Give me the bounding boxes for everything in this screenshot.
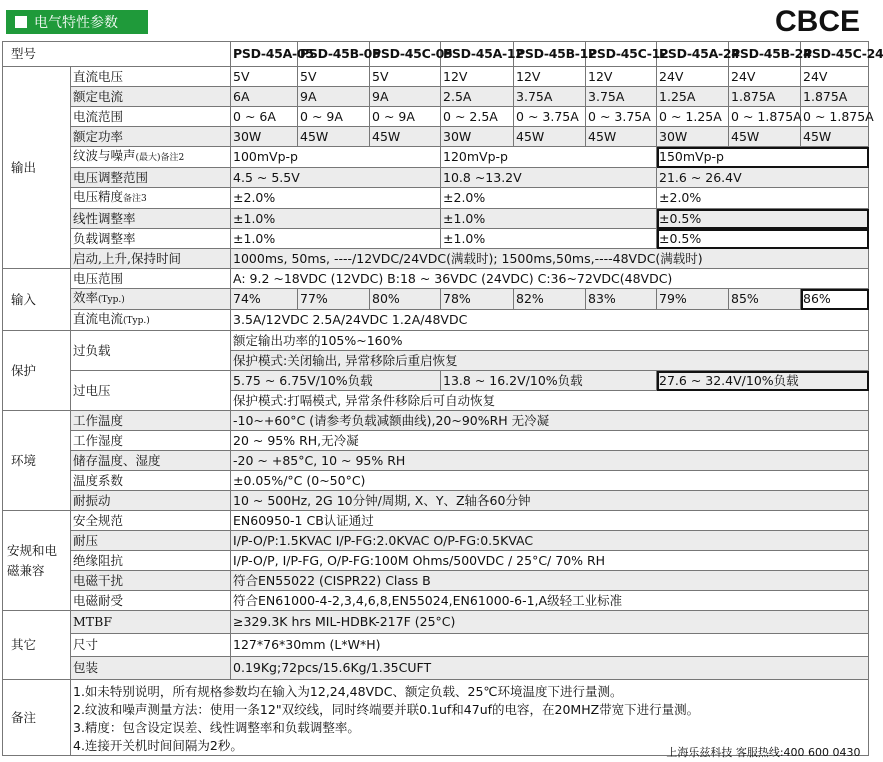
cell: 45W [586,127,657,147]
cell: 78% [441,289,514,310]
cell: 保护模式:打嗝模式, 异常条件移除后可自动恢复 [231,391,869,411]
cell: 45W [514,127,586,147]
voltage-tol-row [3,188,869,209]
row-label: MTBF [71,611,231,634]
withstand-row [3,531,869,551]
cell: 0 ~ 3.75A [586,107,657,127]
cell: ±1.0% [231,229,441,249]
note-line: 1.如未特别说明，所有规格参数均在输入为12,24,48VDC、额定负载、25℃环境温度下进行量测。 [73,684,623,699]
model-name: PSD-45A-24 [657,42,729,67]
output-category: 输出 [3,67,71,269]
cell: 符合EN55022 (CISPR22) Class B [231,571,869,591]
cell: 9A [370,87,441,107]
dc-voltage-row [3,67,869,87]
notes-category: 备注 [3,680,71,756]
cell: 45W [370,127,441,147]
cell: 83% [586,289,657,310]
protection-category: 保护 [3,331,71,411]
model-name: PSD-45A-12 [441,42,514,67]
section-title: 电气特性参数 [34,15,118,31]
cell: ±2.0% [657,188,869,209]
cell: 5.75 ~ 6.75V/10%负载 [231,371,441,391]
work-humid-row [3,431,869,451]
cell: 45W [729,127,801,147]
isolation-row [3,551,869,571]
row-label [71,310,231,331]
cell: 45W [298,127,370,147]
cell: ±0.5% [657,229,869,249]
cell: I/P-O/P, I/P-FG, O/P-FG:100M Ohms/500VDC / 25°C/ 70% RH [231,551,869,571]
cell: 5V [370,67,441,87]
cell: ±1.0% [231,209,441,229]
row-label: 温度系数 [71,471,231,491]
cell: 1000ms, 50ms, ----/12VDC/24VDC(满载时); 1500ms,50ms,----48VDC(满载时) [231,249,869,269]
packing-row [3,657,869,680]
square-bullet-icon [15,16,27,28]
notes-row [3,680,869,756]
cb-ce-logo: CBCE [774,5,860,38]
cell: 13.8 ~ 16.2V/10%负载 [441,371,657,391]
cell: 30W [657,127,729,147]
temp-coeff-row [3,471,869,491]
vibration-row [3,491,869,511]
row-label: 电磁干扰 [71,571,231,591]
cell: 4.5 ~ 5.5V [231,168,441,188]
model-row [3,42,869,67]
row-label: 储存温度、湿度 [71,451,231,471]
cell: 5V [231,67,298,87]
note-line: 2.纹波和噪声测量方法：使用一条12"双绞线，同时终端要并联0.1uf和47uf的电容，在20MHZ带宽下进行量测。 [73,702,700,717]
cell: ±1.0% [441,229,657,249]
cell: 0 ~ 2.5A [441,107,514,127]
ripple-row [3,147,869,168]
input-voltage-row [3,269,869,289]
cell: 12V [441,67,514,87]
efficiency-row [3,289,869,310]
cell: 0 ~ 9A [298,107,370,127]
rated-current-row [3,87,869,107]
mtbf-row [3,611,869,634]
cell: 0 ~ 6A [231,107,298,127]
cell: 24V [657,67,729,87]
dc-current-row [3,310,869,331]
ems-row [3,591,869,611]
cell: 12V [514,67,586,87]
row-label: 额定电流 [71,87,231,107]
cell: 12V [586,67,657,87]
cell: 80% [370,289,441,310]
cell: 额定输出功率的105%~160% [231,331,869,351]
section-title-bar [6,10,148,34]
load-reg-row [3,229,869,249]
cell: 3.75A [514,87,586,107]
cell: ≥329.3K hrs MIL-HDBK-217F (25°C) [231,611,869,634]
hotline: 上海乐兹科技 客服热线:400 600 0430 [666,745,861,759]
cell: 9A [298,87,370,107]
cell: 127*76*30mm (L*W*H) [231,634,869,657]
row-label: 耐振动 [71,491,231,511]
model-name: PSD-45B-12 [514,42,586,67]
row-label: 电压调整范围 [71,168,231,188]
cell: 2.5A [441,87,514,107]
cell: 82% [514,289,586,310]
row-label-text: 直流电流 [73,311,124,326]
row-label: 工作温度 [71,411,231,431]
work-temp-row [3,411,869,431]
storage-row [3,451,869,471]
cell: 保护模式:关闭输出, 异常移除后重启恢复 [231,351,869,371]
cell: 0 ~ 1.25A [657,107,729,127]
row-label [71,289,231,310]
safety-std-row [3,511,869,531]
cell: ±1.0% [441,209,657,229]
cell: 100mVp-p [231,147,441,168]
cell: ±0.05%/°C (0~50°C) [231,471,869,491]
row-label: 负载调整率 [71,229,231,249]
row-note: (Typ.) [123,316,150,326]
notes-cell [71,680,869,759]
cell: 21.6 ~ 26.4V [657,168,869,188]
cell: 150mVp-p [657,147,869,168]
row-label: 直流电压 [71,67,231,87]
row-label: 电压范围 [71,269,231,289]
cell: 6A [231,87,298,107]
overvoltage-row-1 [3,371,869,391]
cell: 27.6 ~ 32.4V/10%负载 [657,371,869,391]
cell: 3.75A [586,87,657,107]
row-label: 安全规范 [71,511,231,531]
cell: 0 ~ 3.75A [514,107,586,127]
model-name: PSD-45C-12 [586,42,657,67]
line-reg-row [3,209,869,229]
setup-time-row [3,249,869,269]
cell: 74% [231,289,298,310]
dimension-row [3,634,869,657]
cell: 79% [657,289,729,310]
note-line: 4.连接开关机时间间隔为2秒。 [73,738,243,753]
row-label: 绝缘阻抗 [71,551,231,571]
cell: 45W [801,127,869,147]
row-label-text: 效率 [73,290,99,305]
row-label [71,147,231,168]
cell: -10~+60°C (请参考负载减额曲线),20~90%RH 无冷凝 [231,411,869,431]
row-label: 包装 [71,657,231,680]
cell: 3.5A/12VDC 2.5A/24VDC 1.2A/48VDC [231,310,869,331]
cell: -20 ~ +85°C, 10 ~ 95% RH [231,451,869,471]
row-label: 尺寸 [71,634,231,657]
emi-row [3,571,869,591]
row-label: 工作湿度 [71,431,231,451]
model-name: PSD-45B-24 [729,42,801,67]
model-name: PSD-45B-05 [298,42,370,67]
cell: 1.875A [801,87,869,107]
row-label: 过电压 [71,371,231,411]
cell: 24V [801,67,869,87]
cell: 85% [729,289,801,310]
cell: 0.19Kg;72pcs/15.6Kg/1.35CUFT [231,657,869,680]
cell: 77% [298,289,370,310]
row-label: 耐压 [71,531,231,551]
cell: A: 9.2 ~18VDC (12VDC) B:18 ~ 36VDC (24VDC) C:36~72VDC(48VDC) [231,269,869,289]
model-name: PSD-45C-24 [801,42,869,67]
cell: 30W [231,127,298,147]
row-label: 启动,上升,保持时间 [71,249,231,269]
cell: 30W [441,127,514,147]
cell: 20 ~ 95% RH,无冷凝 [231,431,869,451]
overload-row-1 [3,331,869,351]
rated-power-row [3,127,869,147]
current-range-row [3,107,869,127]
environment-category: 环境 [3,411,71,511]
row-label: 线性调整率 [71,209,231,229]
row-label: 额定功率 [71,127,231,147]
model-name: PSD-45A-05 [231,42,298,67]
cell: 86% [801,289,869,310]
row-label-text: 纹波与噪声 [73,148,136,163]
cell: 10 ~ 500Hz, 2G 10分钟/周期, X、Y、Z轴各60分钟 [231,491,869,511]
row-label: 电流范围 [71,107,231,127]
safety-category: 安规和电磁兼容 [3,511,71,611]
cell: 0 ~ 9A [370,107,441,127]
cell: I/P-O/P:1.5KVAC I/P-FG:2.0KVAC O/P-FG:0.5KVAC [231,531,869,551]
row-label: 过负载 [71,331,231,371]
row-note: (最大)备注2 [135,153,185,163]
others-category: 其它 [3,611,71,680]
cell: ±2.0% [231,188,441,209]
row-note: (Typ.) [98,295,125,305]
row-label [71,188,231,209]
cell: ±2.0% [441,188,657,209]
cell: 1.875A [729,87,801,107]
voltage-adj-row [3,168,869,188]
row-label: 电磁耐受 [71,591,231,611]
cell: ±0.5% [657,209,869,229]
cell: 0 ~ 1.875A [729,107,801,127]
input-category: 输入 [3,269,71,331]
cell: 24V [729,67,801,87]
model-label: 型号 [3,42,231,67]
row-label-text: 电压精度 [73,189,124,204]
spec-table [2,41,883,759]
cell: 1.25A [657,87,729,107]
cell: 120mVp-p [441,147,657,168]
cell: 5V [298,67,370,87]
cell: 10.8 ~13.2V [441,168,657,188]
cell: 0 ~ 1.875A [801,107,869,127]
row-note: 备注3 [123,194,147,204]
cell: 符合EN61000-4-2,3,4,6,8,EN55024,EN61000-6-1,A级轻工业标准 [231,591,869,611]
cell: EN60950-1 CB认证通过 [231,511,869,531]
model-name: PSD-45C-05 [370,42,441,67]
note-line: 3.精度：包含设定误差、线性调整率和负载调整率。 [73,720,360,735]
